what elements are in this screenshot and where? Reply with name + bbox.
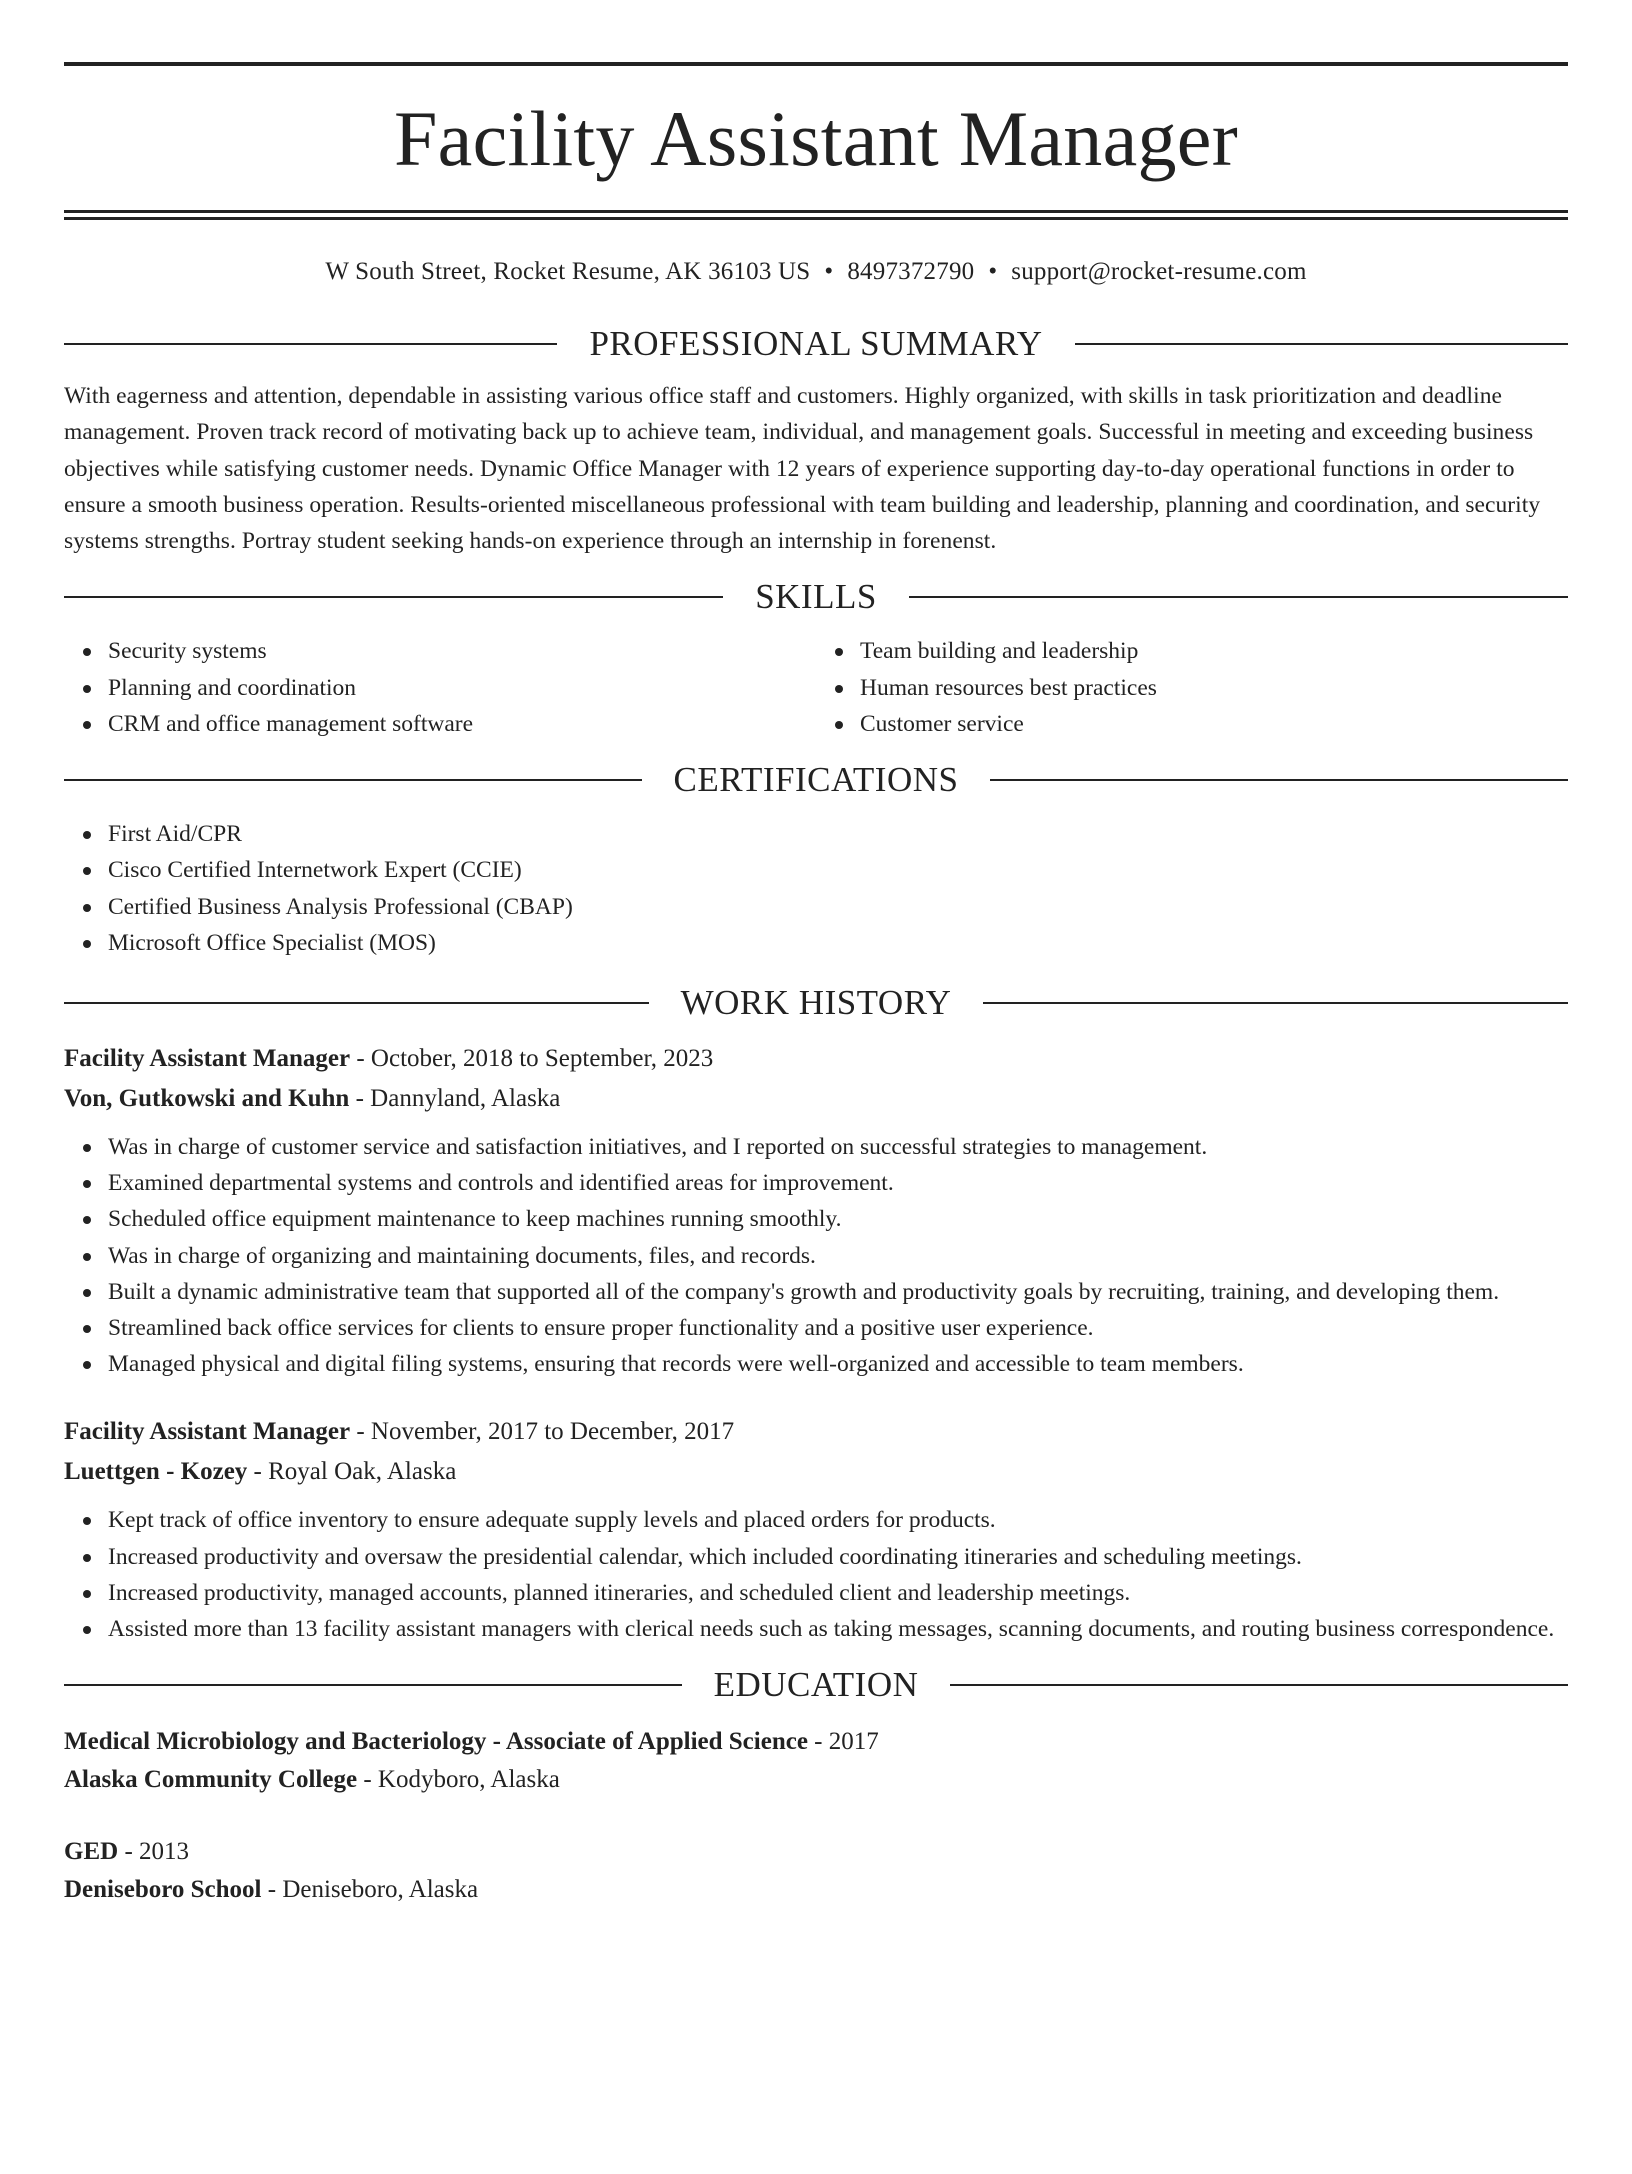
list-item: Increased productivity and oversaw the presidential calendar, which included coordinating itineraries and scheduling meetings. — [108, 1539, 1568, 1575]
contact-separator: • — [988, 258, 998, 285]
heading-rule-left — [64, 1002, 649, 1004]
section-heading-certifications — [64, 756, 1568, 804]
heading-rule-left — [64, 596, 723, 598]
education-location: Kodyboro, Alaska — [377, 1766, 560, 1794]
list-item: Scheduled office equipment maintenance to keep machines running smoothly. — [108, 1201, 1568, 1237]
section-title: PROFESSIONAL SUMMARY — [589, 324, 1043, 363]
list-item: Built a dynamic administrative team that supported all of the company's growth and productivity goals by recruiting, training, and developing them. — [108, 1274, 1568, 1310]
job-title-line: Facility Assistant Manager - November, 2017 to December, 2017 — [64, 1418, 735, 1446]
list-item: Increased productivity, managed accounts, planned itineraries, and scheduled client and leadership meetings. — [108, 1575, 1568, 1611]
section-heading-summary — [64, 320, 1568, 368]
list-item: CRM and office management software — [108, 706, 816, 742]
skills-list-left — [64, 633, 816, 742]
job-company: Luettgen - Kozey — [64, 1458, 248, 1486]
resume-name: Facility Assistant Manager — [393, 95, 1238, 182]
contact-phone[interactable]: 8497372790 — [847, 258, 975, 285]
heading-rule-right — [1075, 343, 1568, 345]
resume-page — [0, 62, 1632, 2174]
contact-email[interactable]: support@rocket-resume.com — [1011, 258, 1307, 285]
list-item: Kept track of office inventory to ensure adequate supply levels and placed orders for products. — [108, 1502, 1568, 1538]
list-item: Team building and leadership — [860, 633, 1568, 669]
education-year: 2013 — [139, 1838, 190, 1866]
header-double-rule — [64, 210, 1568, 220]
list-item: Cisco Certified Internetwork Expert (CCIE) — [108, 852, 1568, 888]
education-location: Deniseboro, Alaska — [282, 1876, 479, 1904]
list-item: Was in charge of customer service and satisfaction initiatives, and I reported on successful strategies to management. — [108, 1129, 1568, 1165]
list-item: Customer service — [860, 706, 1568, 742]
skills-columns — [64, 633, 1568, 742]
job-title-line: Facility Assistant Manager - October, 2018 to September, 2023 — [64, 1044, 714, 1072]
contact-separator: • — [824, 258, 834, 285]
job-location: Royal Oak, Alaska — [268, 1458, 457, 1486]
education-school-line: Deniseboro School - Deniseboro, Alaska — [64, 1876, 479, 1904]
heading-rule-right — [983, 1002, 1568, 1004]
education-year: 2017 — [828, 1728, 879, 1756]
education-school: Alaska Community College — [64, 1766, 358, 1794]
list-item: Human resources best practices — [860, 670, 1568, 706]
summary-text: With eagerness and attention, dependable in assisting various office staff and customers. Highly organized, with skills in task prioritization and deadline management. Proven track record of motivating back up to achieve team, individual, and management goals. Successful in meeting and exceeding business objectives while satisfying customer needs. Dynamic Office Manager with 12 years of experience supporting day-to-day operational functions in order to ensure a smooth business operation. Results-oriented miscellaneous professional with team building and leadership, planning and coordination, and security systems strengths. Portray student seeking hands-on experience through an internship in forenenst. — [64, 383, 1541, 555]
contact-line — [64, 254, 1568, 290]
certifications-list — [64, 816, 1568, 961]
list-item: Assisted more than 13 facility assistant managers with clerical needs such as taking messages, scanning documents, and routing business correspondence. — [108, 1611, 1568, 1647]
job-dates: October, 2018 to September, 2023 — [370, 1044, 714, 1072]
job-bullets — [64, 1502, 1568, 1647]
education-entry — [64, 1833, 1568, 1909]
education-school: Deniseboro School — [64, 1876, 262, 1904]
job-role: Facility Assistant Manager — [64, 1418, 351, 1446]
education-entry — [64, 1723, 1568, 1799]
heading-rule-right — [950, 1684, 1568, 1686]
job-company-line: Von, Gutkowski and Kuhn - Dannyland, Alaska — [64, 1084, 561, 1112]
list-item: Managed physical and digital filing systems, ensuring that records were well-organized and accessible to team members. — [108, 1346, 1568, 1382]
list-item: First Aid/CPR — [108, 816, 1568, 852]
education-degree-line: Medical Microbiology and Bacteriology - Associate of Applied Science - 2017 — [64, 1728, 879, 1756]
section-heading-education — [64, 1661, 1568, 1709]
list-item: Was in charge of organizing and maintaining documents, files, and records. — [108, 1238, 1568, 1274]
job-entry — [64, 1412, 1568, 1647]
job-spacer — [64, 1382, 1568, 1412]
contact-address: W South Street, Rocket Resume, AK 36103 US — [325, 258, 811, 285]
section-title: EDUCATION — [713, 1665, 919, 1705]
section-title: CERTIFICATIONS — [673, 760, 959, 800]
job-location: Dannyland, Alaska — [370, 1084, 561, 1112]
section-title: SKILLS — [755, 577, 877, 617]
education-degree: GED — [64, 1838, 119, 1866]
job-bullets — [64, 1129, 1568, 1382]
section-heading-skills — [64, 573, 1568, 621]
job-company-line: Luettgen - Kozey - Royal Oak, Alaska — [64, 1458, 457, 1486]
heading-rule-right — [909, 596, 1568, 598]
job-dates: November, 2017 to December, 2017 — [370, 1418, 735, 1446]
heading-rule-left — [64, 1684, 682, 1686]
list-item: Microsoft Office Specialist (MOS) — [108, 925, 1568, 961]
heading-rule-right — [990, 779, 1568, 781]
list-item: Streamlined back office services for clients to ensure proper functionality and a positive user experience. — [108, 1310, 1568, 1346]
job-entry — [64, 1039, 1568, 1382]
list-item: Certified Business Analysis Professional (CBAP) — [108, 889, 1568, 925]
heading-rule-left — [64, 779, 642, 781]
list-item: Planning and coordination — [108, 670, 816, 706]
heading-rule-left — [64, 343, 557, 345]
list-item: Security systems — [108, 633, 816, 669]
job-role: Facility Assistant Manager — [64, 1044, 351, 1072]
section-title: WORK HISTORY — [680, 982, 952, 1022]
education-degree-line: GED - 2013 — [64, 1838, 190, 1866]
skills-list-right — [816, 633, 1568, 742]
education-school-line: Alaska Community College - Kodyboro, Alaska — [64, 1766, 560, 1794]
education-degree: Medical Microbiology and Bacteriology - Associate of Applied Science — [64, 1728, 808, 1756]
section-heading-work — [64, 979, 1568, 1027]
job-company: Von, Gutkowski and Kuhn — [64, 1084, 350, 1112]
list-item: Examined departmental systems and controls and identified areas for improvement. — [108, 1165, 1568, 1201]
